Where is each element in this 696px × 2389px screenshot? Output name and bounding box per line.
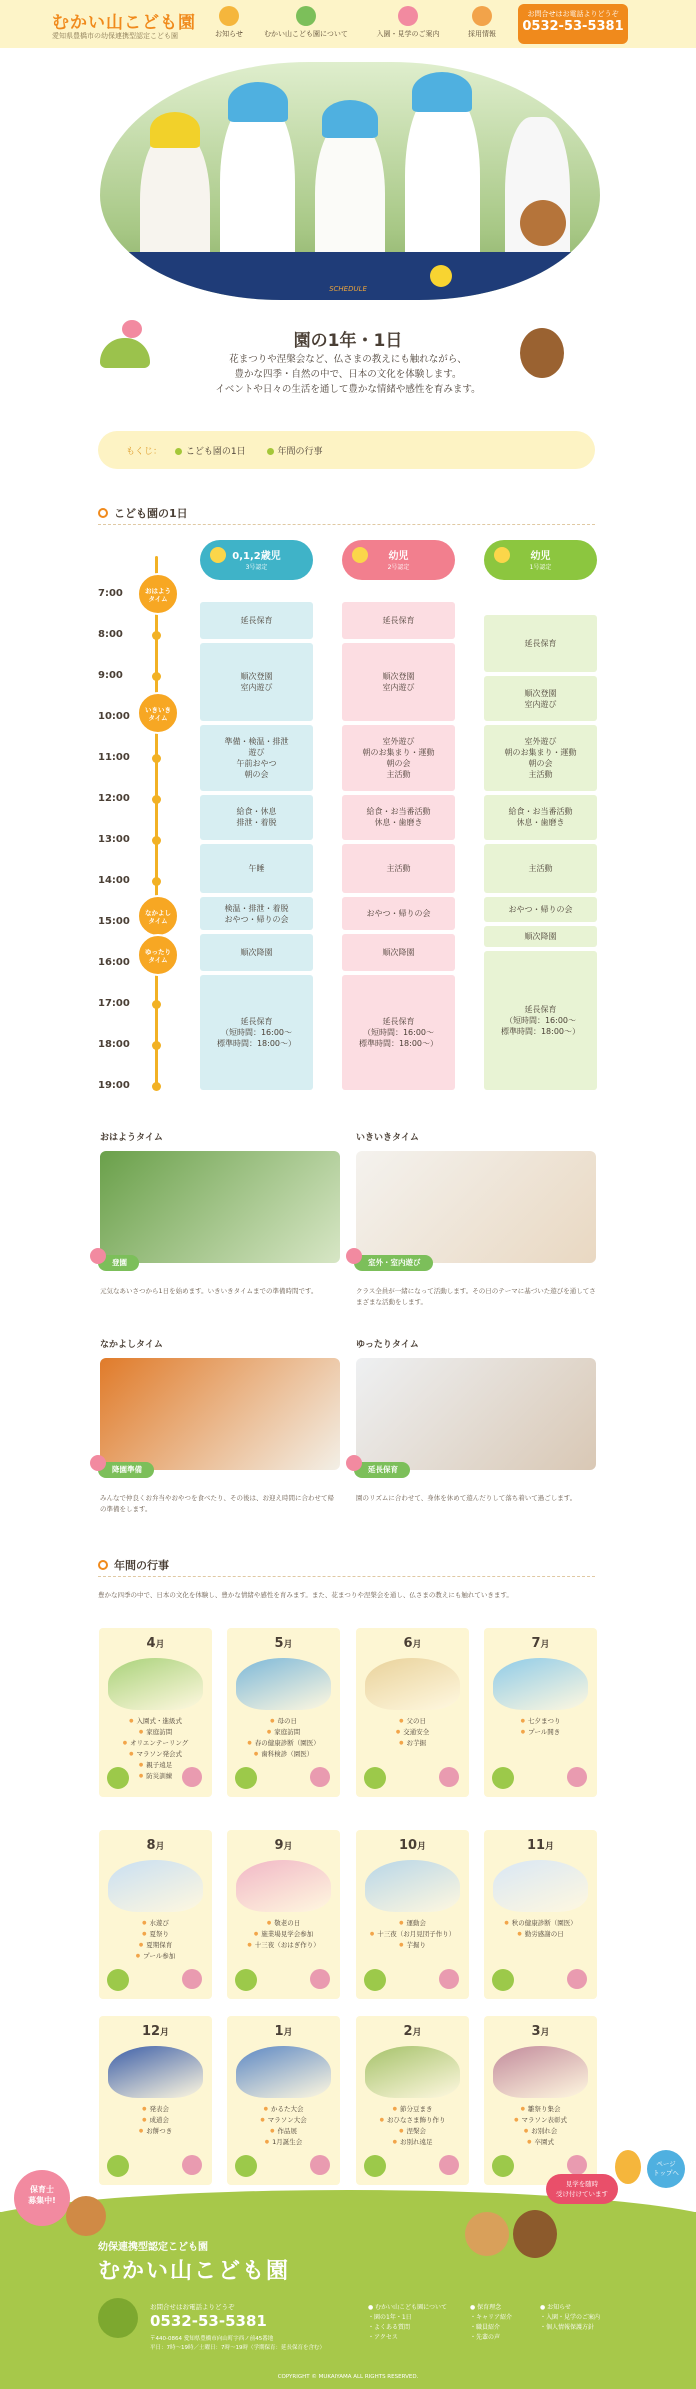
site-header (0, 0, 696, 48)
column-header (484, 540, 597, 580)
event-item: ● 七夕まつり (484, 1716, 597, 1727)
schedule-cell: 準備・検温・排泄 遊び 午前おやつ 朝の会 (200, 725, 313, 791)
hour-dot (152, 754, 161, 763)
footer-link[interactable]: ・キャリア紹介 (470, 2314, 513, 2321)
event-item: ● 母の日 (227, 1716, 340, 1727)
event-list (484, 2104, 597, 2148)
event-item: ● 防災訓練 (99, 1771, 212, 1782)
month-suffix: 月 (540, 1640, 550, 1650)
hour-label: 10:00 (98, 711, 130, 722)
event-item: ● 夏期保育 (99, 1940, 212, 1951)
event-item: ● 交通安全 (356, 1727, 469, 1738)
time-badge: いきいき タイム (137, 692, 179, 734)
time-block-photo (100, 1358, 340, 1470)
event-item: ● 節分豆まき (356, 2104, 469, 2115)
schedule-cell: 順次登園 室内遊び (484, 676, 597, 721)
plant-icon (235, 1767, 257, 1789)
time-block-desc: 園のリズムに合わせて、身体を休めて遊んだりして落ち着いて過ごします。 (356, 1494, 577, 1502)
time-block-tag: 延長保育 (354, 1462, 410, 1478)
month-card (227, 2016, 340, 2185)
nav-label: 入園・見学のご案内 (376, 30, 440, 38)
time-block-desc: クラス全員が一緒になって活動します。その日のテーマに基づいた遊びを通してさまざまな活動をします。 (356, 1287, 596, 1306)
column-header (342, 540, 455, 580)
event-item: ● マラソン大会 (227, 2115, 340, 2126)
schedule-cell: 午睡 (200, 844, 313, 893)
month-suffix: 月 (412, 1640, 422, 1650)
hour-dot (152, 1000, 161, 1009)
month-suffix: 月 (283, 1842, 293, 1852)
month-title: 1月 (274, 2024, 293, 2039)
column-title: 幼児 (388, 551, 409, 562)
schedule-cell: 主活動 (484, 844, 597, 893)
animal-icon (310, 1969, 330, 1989)
house-icon (296, 6, 316, 26)
annual-lead: 豊かな四季の中で、日本の文化を体験し、豊かな情緒や感性を育みます。また、花まつりや涅槃会を通し、仏さまの教えにも触れていきます。 (98, 1591, 513, 1599)
bear-illustration (513, 2210, 557, 2258)
month-photo (236, 1658, 331, 1710)
time-block-photo (100, 1151, 340, 1263)
event-item: ● 卒園式 (484, 2137, 597, 2148)
schedule-cell: 主活動 (342, 844, 455, 893)
animal-icon (439, 1969, 459, 1989)
schedule-cell: 延長保育 （短時間：16:00～ 標準時間：18:00～） (484, 951, 597, 1090)
time-block-tag: 登園 (98, 1255, 139, 1271)
hour-label: 17:00 (98, 998, 130, 1009)
event-item: ● 雛祭り集会 (484, 2104, 597, 2115)
bag-icon (472, 6, 492, 26)
animal-icon (567, 2155, 587, 2175)
hour-label: 12:00 (98, 793, 130, 804)
event-list (484, 1716, 597, 1738)
schedule-cell: おやつ・帰りの会 (342, 897, 455, 930)
animal-icon (182, 1969, 202, 1989)
schedule-cell: 給食・お当番活動 休息・歯磨き (484, 795, 597, 840)
column-title: 幼児 (530, 551, 551, 562)
schedule-cell: 順次降園 (200, 934, 313, 971)
animal-icon (310, 2155, 330, 2175)
event-list (99, 2104, 212, 2137)
cat-illustration (465, 2212, 509, 2256)
tel-note: お問合せはお電話よりどうぞ (527, 10, 619, 18)
mascot-icon (98, 2298, 138, 2338)
plant-icon (492, 1767, 514, 1789)
month-photo (365, 2046, 460, 2098)
hour-dot (152, 1082, 161, 1091)
month-title: 12月 (141, 2024, 170, 2039)
event-item: ● お芋掘 (356, 1738, 469, 1749)
footer-link[interactable]: ● お知らせ (540, 2304, 571, 2311)
month-photo (493, 1658, 588, 1710)
schedule-cell: おやつ・帰りの会 (484, 897, 597, 922)
nav-label: 採用情報 (468, 30, 496, 38)
event-item: ● 水遊び (99, 1918, 212, 1929)
intro-line: 豊かな四季・自然の中で、日本の文化を体験します。 (234, 369, 462, 380)
event-list (484, 1918, 597, 1940)
month-card (484, 2016, 597, 2185)
animal-icon (567, 1767, 587, 1787)
event-item: ● 勤労感謝の日 (484, 1929, 597, 1940)
table-of-contents (98, 431, 595, 469)
footer-link[interactable]: ・個人情報保護方針 (540, 2324, 595, 2331)
event-item: ● 施業場見学会参加 (227, 1929, 340, 1940)
tel-number: 0532-53-5381 (522, 19, 624, 34)
schedule-cell: 延長保育 （短時間：16:00～ 標準時間：18:00～） (342, 975, 455, 1090)
month-title: 10月 (398, 1838, 427, 1853)
hour-dot (152, 836, 161, 845)
schedule-cell: 給食・休息 排泄・着脱 (200, 795, 313, 840)
month-title: 7月 (531, 1636, 550, 1651)
footer-logo-sub: 幼保連携型認定こども園 (98, 2242, 208, 2253)
month-suffix: 月 (283, 1640, 293, 1650)
time-block-photo (356, 1151, 596, 1263)
month-photo (236, 1860, 331, 1912)
event-item: ● プール開き (484, 1727, 597, 1738)
event-item: ● 家庭訪問 (227, 1727, 340, 1738)
month-card (356, 2016, 469, 2185)
header-tel[interactable] (518, 4, 628, 44)
event-item: ● 作品展 (227, 2126, 340, 2137)
visit-badge[interactable]: 見学を随時 受け付けています (546, 2174, 618, 2204)
plant-icon (364, 1969, 386, 1991)
event-item: ● お別れ会 (484, 2126, 597, 2137)
nav-about[interactable] (260, 6, 352, 46)
bear-illustration (520, 200, 566, 246)
footer-logo[interactable]: むかい山こども園 (98, 2259, 291, 2284)
animal-icon (567, 1969, 587, 1989)
house-icon (90, 1248, 106, 1264)
event-item: ● 親子遠足 (99, 1760, 212, 1771)
footer-link[interactable]: ・職員紹介 (470, 2324, 501, 2331)
nav-admission[interactable] (365, 6, 451, 46)
hero-photo (100, 62, 600, 300)
time-block-tag: 降園準備 (98, 1462, 154, 1478)
event-item: ● かるた大会 (227, 2104, 340, 2115)
event-item: ● 成道会 (99, 2115, 212, 2126)
month-title: 5月 (274, 1636, 293, 1651)
footer-tel-note: お問合せはお電話よりどうぞ (150, 2303, 235, 2311)
house-icon (346, 1248, 362, 1264)
month-title: 3月 (531, 2024, 550, 2039)
month-photo (236, 2046, 331, 2098)
event-item: ● お餅つき (99, 2126, 212, 2137)
event-item: ● マラソン発会式 (99, 1749, 212, 1760)
hour-dot (152, 877, 161, 886)
ring-icon (98, 1560, 108, 1570)
animal-icon (310, 1767, 330, 1787)
event-item: ● 春の健康診断（園医） (227, 1738, 340, 1749)
divider (98, 1576, 595, 1577)
month-photo (365, 1860, 460, 1912)
month-card (356, 1830, 469, 1999)
column-sub: 1号認定 (529, 564, 552, 571)
month-card (99, 1830, 212, 1999)
hour-label: 13:00 (98, 834, 130, 845)
section-heading-text: 年間の行事 (114, 1559, 169, 1572)
plant-icon (492, 2155, 514, 2177)
hour-label: 16:00 (98, 957, 130, 968)
footer-link[interactable]: ・先輩の声 (470, 2334, 501, 2341)
page-title: 園の1年・1日 (293, 331, 403, 351)
plant-icon (364, 2155, 386, 2177)
month-title: 4月 (146, 1636, 165, 1651)
column-sub: 2号認定 (387, 564, 410, 571)
footer-link[interactable]: ・よくある質問 (368, 2324, 411, 2331)
schedule-cell: 順次降園 (484, 926, 597, 947)
copyright: COPYRIGHT © MUKAIYAMA ALL RIGHTS RESERVED. (277, 2374, 419, 2380)
footer-hours: 平日：7時～19時／土曜日：7時～19時（学期保育：延長保育を含む） (150, 2345, 325, 2351)
event-item: ● 十三夜（お月見団子作り） (356, 1929, 469, 1940)
schedule-cell: 延長保育 （短時間：16:00～ 標準時間：18:00～） (200, 975, 313, 1090)
intro-english-label: SCHEDULE (329, 285, 367, 293)
sun-icon (494, 547, 510, 563)
event-item: ● 秋の健康診断（園医） (484, 1918, 597, 1929)
month-suffix: 月 (545, 1842, 555, 1852)
column-title: 0,1,2歳児 (232, 551, 281, 562)
balloons-illustration (615, 2150, 641, 2184)
month-title: 8月 (146, 1838, 165, 1853)
flower-icon (398, 6, 418, 26)
footer-link[interactable]: ● むかい山こども園について (368, 2304, 448, 2311)
toc-link-text: こども園の1日 (185, 447, 246, 457)
plant-icon (107, 1969, 129, 1991)
nav-recruit[interactable] (446, 6, 518, 46)
schedule-cell: 延長保育 (200, 602, 313, 639)
time-badge: おはよう タイム (137, 573, 179, 615)
hour-label: 18:00 (98, 1039, 130, 1050)
footer-address: 〒440-0864 愛知県豊橋市向山町字西ノ前45番地 (150, 2336, 274, 2342)
month-title: 2月 (403, 2024, 422, 2039)
hour-label: 15:00 (98, 916, 130, 927)
time-block-title: いきいきタイム (356, 1133, 419, 1143)
event-list (99, 1918, 212, 1962)
event-item: ● プール参加 (99, 1951, 212, 1962)
nav-news[interactable] (193, 6, 265, 46)
month-card (356, 1628, 469, 1797)
hour-label: 7:00 (98, 588, 123, 599)
month-card (227, 1830, 340, 1999)
month-card (484, 1628, 597, 1797)
bell-icon (219, 6, 239, 26)
nav-label: お知らせ (215, 30, 243, 38)
month-photo (108, 1860, 203, 1912)
house-icon (346, 1455, 362, 1471)
section-heading-text: こども園の1日 (114, 507, 188, 520)
hour-dot (152, 1041, 161, 1050)
footer-link[interactable]: ・入園・見学のご案内 (540, 2314, 601, 2321)
month-title: 11月 (526, 1838, 555, 1853)
plant-icon (492, 1969, 514, 1991)
intro-line: イベントや日々の生活を通して豊かな情緒や感性を育みます。 (215, 384, 481, 395)
month-title: 6月 (403, 1636, 422, 1651)
hour-label: 11:00 (98, 752, 130, 763)
month-photo (108, 2046, 203, 2098)
toc-label: もくじ： (126, 447, 163, 457)
logo-subtitle: 愛知県豊橋市の幼保連携型認定こども園 (52, 32, 178, 40)
schedule-cell: 順次降園 (342, 934, 455, 971)
column-sub: 3号認定 (245, 564, 268, 571)
animal-icon (182, 1767, 202, 1787)
plant-icon (235, 1969, 257, 1991)
sun-icon (352, 547, 368, 563)
divider (98, 524, 595, 525)
toc-link-daily[interactable] (175, 447, 246, 457)
month-photo (493, 2046, 588, 2098)
time-badge: なかよし タイム (137, 895, 179, 937)
plant-icon (107, 2155, 129, 2177)
event-item: ● 歯科検診（園医） (227, 1749, 340, 1760)
hour-dot (152, 631, 161, 640)
footer-link[interactable]: ・アクセス (368, 2334, 398, 2341)
month-title: 9月 (274, 1838, 293, 1853)
time-block-title: おはようタイム (100, 1133, 163, 1143)
event-item: ● おひなさま飾り作り (356, 2115, 469, 2126)
hour-label: 14:00 (98, 875, 130, 886)
month-photo (493, 1860, 588, 1912)
chick-illustration (430, 265, 452, 287)
hour-dot (152, 672, 161, 681)
event-list (356, 1918, 469, 1951)
schedule-cell: 室外遊び 朝のお集まり・運動 朝の会 主活動 (484, 725, 597, 791)
toc-link-annual[interactable] (267, 447, 323, 457)
hour-label: 19:00 (98, 1080, 130, 1091)
footer-link[interactable]: ・園の1年・1日 (368, 2314, 412, 2321)
ring-icon (98, 508, 108, 518)
bullet-icon (267, 448, 274, 455)
event-list (227, 1918, 340, 1951)
schedule-cell: 順次登園 室内遊び (342, 643, 455, 721)
plant-icon (364, 1767, 386, 1789)
schedule-cell: 延長保育 (484, 615, 597, 672)
animal-icon (182, 2155, 202, 2175)
recruit-badge[interactable]: 保育士 募集中! (14, 2170, 70, 2226)
month-card (227, 1628, 340, 1797)
plant-icon (235, 2155, 257, 2177)
schedule-cell: 室外遊び 朝のお集まり・運動 朝の会 主活動 (342, 725, 455, 791)
event-item: ● 涅槃会 (356, 2126, 469, 2137)
month-suffix: 月 (283, 2028, 293, 2038)
time-block-photo (356, 1358, 596, 1470)
month-photo (365, 1658, 460, 1710)
month-photo (108, 1658, 203, 1710)
bullet-icon (175, 448, 182, 455)
plant-icon (107, 1767, 129, 1789)
event-item: ● 家庭訪問 (99, 1727, 212, 1738)
section-heading-daily (98, 505, 188, 521)
time-block-desc: 元気なあいさつから1日を始めます。いきいきタイムまでの準備時間です。 (100, 1287, 318, 1295)
house-icon (90, 1455, 106, 1471)
nav-label: むかい山こども園について (264, 30, 348, 38)
column-header (200, 540, 313, 580)
month-suffix: 月 (155, 1640, 165, 1650)
squirrel-illustration (66, 2196, 106, 2236)
month-suffix: 月 (540, 2028, 550, 2038)
event-item: ● 十三夜（おはぎ作り） (227, 1940, 340, 1951)
event-item: ● 運動会 (356, 1918, 469, 1929)
pagetop-button[interactable]: ページ トップへ (647, 2150, 685, 2188)
time-block-title: ゆったりタイム (356, 1340, 419, 1350)
time-block-tag: 室外・室内遊び (354, 1255, 433, 1271)
event-item: ● お別れ遠足 (356, 2137, 469, 2148)
time-block-desc: みんなで仲良くお弁当やおやつを食べたり、その後は、お迎え時間に合わせて帰の準備をします。 (100, 1494, 334, 1513)
event-item: ● マラソン表彰式 (484, 2115, 597, 2126)
event-item: ● 敬老の日 (227, 1918, 340, 1929)
time-badge: ゆったり タイム (137, 934, 179, 976)
toc-link-text: 年間の行事 (277, 447, 323, 457)
footer-link[interactable]: ● 保育理念 (470, 2304, 502, 2311)
schedule-cell: 順次登園 室内遊び (200, 643, 313, 721)
animal-icon (439, 2155, 459, 2175)
month-card (99, 2016, 212, 2185)
schedule-cell: 検温・排泄・着脱 おやつ・帰りの会 (200, 897, 313, 930)
event-list (356, 2104, 469, 2148)
schedule-cell: 給食・お当番活動 休息・歯磨き (342, 795, 455, 840)
intro-line: 花まつりや涅槃会など、仏さまの教えにも触れながら、 (229, 354, 467, 365)
animal-icon (439, 1767, 459, 1787)
event-item: ● 1月誕生会 (227, 2137, 340, 2148)
event-item: ● 夏祭り (99, 1929, 212, 1940)
event-item: ● オリエンテーリング (99, 1738, 212, 1749)
time-block-title: なかよしタイム (100, 1340, 163, 1350)
hour-label: 9:00 (98, 670, 123, 681)
month-card (484, 1830, 597, 1999)
section-heading-annual (98, 1557, 169, 1573)
hour-dot (152, 795, 161, 804)
event-item: ● 芋掘り (356, 1940, 469, 1951)
month-suffix: 月 (155, 1842, 165, 1852)
site-logo[interactable]: むかい山こども園 (52, 13, 196, 33)
month-suffix: 月 (417, 1842, 427, 1852)
event-list (227, 2104, 340, 2148)
event-list (356, 1716, 469, 1749)
month-card (99, 1628, 212, 1797)
event-item: ● 入園式・進級式 (99, 1716, 212, 1727)
event-item: ● 父の日 (356, 1716, 469, 1727)
sun-icon (210, 547, 226, 563)
schedule-cell: 延長保育 (342, 602, 455, 639)
hour-label: 8:00 (98, 629, 123, 640)
event-list (227, 1716, 340, 1760)
month-suffix: 月 (160, 2028, 170, 2038)
month-suffix: 月 (412, 2028, 422, 2038)
event-item: ● 発表会 (99, 2104, 212, 2115)
footer-tel[interactable]: 0532-53-5381 (150, 2312, 267, 2330)
